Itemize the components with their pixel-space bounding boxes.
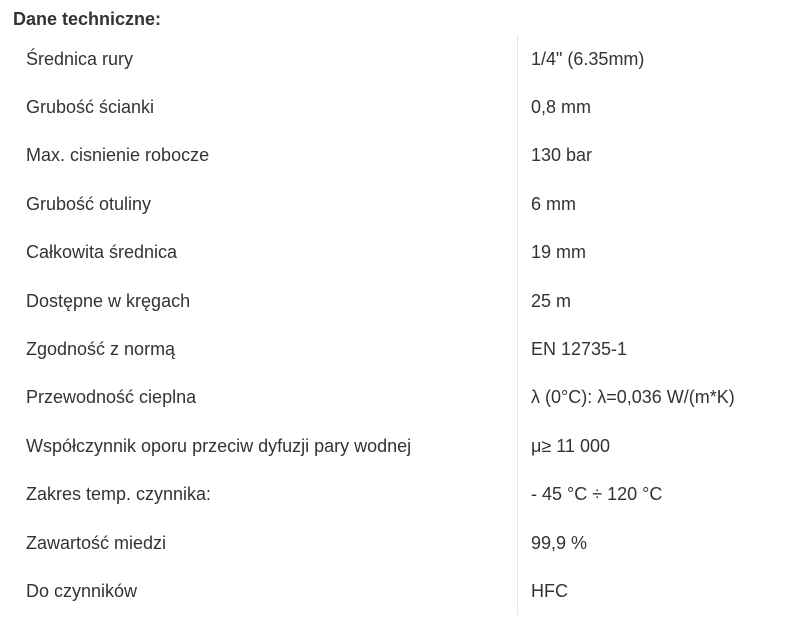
spec-row: [13, 373, 793, 421]
spec-row: [13, 470, 793, 518]
spec-value: λ (0°C): λ=0,036 W/(m*K): [531, 387, 735, 407]
spec-value: HFC: [531, 581, 568, 601]
spec-row: [13, 567, 793, 615]
spec-label: Zgodność z normą: [26, 339, 176, 359]
spec-row: [13, 180, 793, 228]
spec-value: 0,8 mm: [531, 97, 592, 117]
spec-value: 19 mm: [531, 242, 587, 262]
spec-value: EN 12735-1: [531, 339, 628, 359]
spec-label: Grubość ścianki: [26, 97, 155, 117]
spec-row: [13, 325, 793, 373]
spec-value: μ≥ 11 000: [531, 436, 610, 456]
spec-label: Średnica rury: [26, 49, 134, 69]
spec-value: 25 m: [531, 291, 572, 311]
spec-row: [13, 422, 793, 470]
spec-label: Całkowita średnica: [26, 242, 178, 262]
spec-label: Zakres temp. czynnika:: [26, 484, 212, 504]
spec-label: Grubość otuliny: [26, 194, 152, 214]
spec-label: Do czynników: [26, 581, 138, 601]
spec-value: 99,9 %: [531, 533, 588, 553]
specs-table: [13, 35, 793, 615]
spec-row: [13, 35, 793, 83]
spec-label: Przewodność cieplna: [26, 387, 197, 407]
spec-row: [13, 228, 793, 276]
spec-row: [13, 131, 793, 179]
spec-value: - 45 °C ÷ 120 °C: [531, 484, 663, 504]
spec-row: [13, 519, 793, 567]
spec-label: Zawartość miedzi: [26, 533, 167, 553]
spec-value: 130 bar: [531, 145, 593, 165]
spec-row: [13, 83, 793, 131]
spec-value: 1/4" (6.35mm): [531, 49, 645, 69]
section-heading: Dane techniczne:: [13, 9, 162, 29]
spec-row: [13, 277, 793, 325]
spec-label: Dostępne w kręgach: [26, 291, 191, 311]
spec-label: Współczynnik oporu przeciw dyfuzji pary wodnej: [26, 436, 412, 456]
spec-label: Max. cisnienie robocze: [26, 145, 210, 165]
spec-value: 6 mm: [531, 194, 576, 214]
